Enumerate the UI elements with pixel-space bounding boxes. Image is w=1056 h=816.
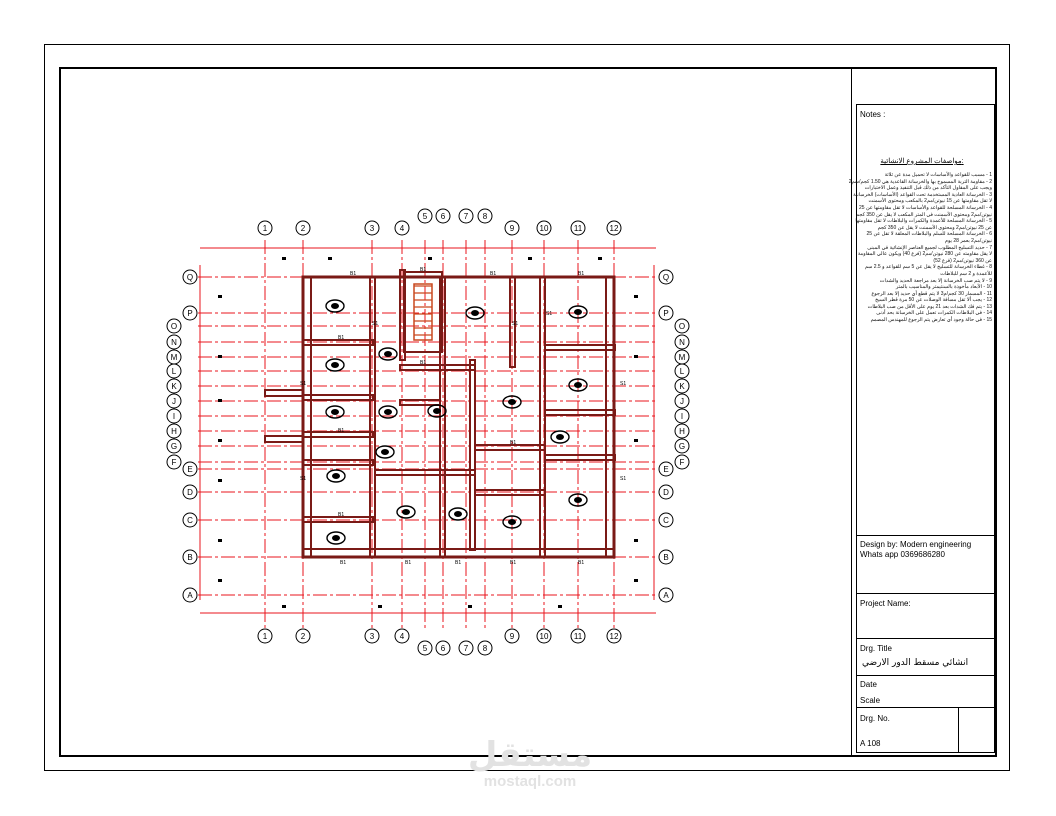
spec-item: لا يقل مقاومته عن 280 نيوتن/مم2 (فرع 40) ويكون عالي المقاومة — [857, 251, 992, 258]
grid-label-row: G — [170, 442, 178, 451]
beam-label: B1 — [338, 512, 345, 518]
grid-label-row: E — [187, 465, 193, 474]
grid-label-col: 4 — [399, 224, 405, 233]
slab-tag-dot — [454, 511, 462, 517]
spec-list — [848, 172, 992, 324]
slab-tag-dot — [508, 399, 516, 405]
project-name-label: Project Name: — [860, 599, 911, 608]
spec-item: 12 - يجب ألا تقل مسافة الوصلات عن 50 مرة قطر السيخ — [875, 297, 992, 304]
slab-tag-dot — [508, 519, 516, 525]
spec-item: 9 - لا يتم صب الخرسانة إلا بعد مراجعة الحديد والشدات — [879, 277, 992, 284]
date-label: Date — [860, 680, 877, 689]
wall-label: S1 — [546, 311, 553, 317]
wall-segment — [400, 400, 440, 405]
column-mark — [634, 355, 638, 358]
slab-tag-dot — [574, 309, 582, 315]
spec-item: 14 - في البلاطات الكمرات تعمل على الخرسانة بحد أدنى — [876, 310, 992, 317]
grid-label-col: 1 — [262, 224, 268, 233]
column-mark — [218, 355, 222, 358]
grid-label-row: F — [171, 458, 177, 467]
grid-label-col: 8 — [482, 212, 488, 221]
slab-tag-dot — [332, 473, 340, 479]
grid-label-row: P — [663, 309, 669, 318]
spec-item: عن 25 نيوتن/مم2 ومحتوى الأسمنت لا يقل عن 350 كجم — [877, 224, 992, 231]
column-mark — [528, 257, 532, 260]
structural-plan — [150, 200, 710, 660]
spec-item: 7 - حديد التسليح المطلوب لجميع العناصر الإنشائية في المبنى — [867, 244, 992, 251]
grid-label-col: 8 — [482, 644, 488, 653]
grid-label-row: O — [678, 322, 686, 331]
grid-label-row: F — [679, 458, 685, 467]
grid-label-row: J — [680, 397, 684, 406]
drg-title-label: Drg. Title — [860, 644, 893, 653]
spec-item: لا تقل مقاومتها عن 15 نيوتن/مم2 بالمكعب ومحتوى الأسمنت — [868, 198, 992, 205]
beam-label: B1 — [420, 360, 427, 366]
column-mark — [634, 439, 638, 442]
beam-label: B1 — [578, 271, 585, 277]
column-mark — [282, 605, 286, 608]
grid-label-col: 10 — [539, 224, 549, 233]
slab-tag-dot — [332, 535, 340, 541]
column-mark — [598, 257, 602, 260]
wall-segment — [303, 395, 373, 400]
spec-item: 10 - الأبعاد مأخوذة بالسنتيمتر والمناسيب بالمتر — [895, 284, 992, 291]
wall-label: S1 — [372, 321, 379, 327]
spec-item: 13 - يتم فك الشدات بعد 21 يوم على الأقل من صب البلاطات — [867, 303, 992, 310]
grid-label-col: 3 — [369, 632, 375, 641]
grid-label-row: C — [187, 516, 193, 525]
grid-label-row: L — [171, 367, 177, 376]
slab-tag-dot — [331, 362, 339, 368]
column-mark — [634, 295, 638, 298]
beam-label: B1 — [455, 560, 462, 566]
spec-item: عن 360 نيوتن/مم2 (فرع 52) — [933, 257, 992, 264]
spec-item: ويجب على المقاول التأكد من ذلك قبل التنفيذ وعمل الاختبارات — [864, 185, 992, 192]
grid-label-col: 2 — [300, 224, 306, 233]
wall-segment — [265, 390, 303, 396]
column-mark — [558, 605, 562, 608]
grid-label-col: 10 — [539, 632, 549, 641]
slab-tag-dot — [471, 310, 479, 316]
slab-tag-dot — [331, 409, 339, 415]
grid-label-row: Q — [662, 273, 670, 282]
column-mark — [218, 399, 222, 402]
grid-label-col: 2 — [300, 632, 306, 641]
watermark-arabic: مستقل — [467, 735, 593, 775]
grid-label-row: M — [678, 353, 686, 362]
spec-item: نيوتن/مم2 ومحتوى الأسمنت في المتر المكعب لا يقل عن 350 كجم — [856, 211, 992, 218]
grid-label-col: 7 — [463, 212, 469, 221]
column-mark — [634, 579, 638, 582]
grid-label-row: I — [172, 412, 176, 421]
grid-label-row: K — [679, 382, 685, 391]
slab-tag-dot — [402, 509, 410, 515]
beam-label: B1 — [510, 560, 517, 566]
slab-tag-dot — [331, 303, 339, 309]
slab-tag-dot — [384, 409, 392, 415]
grid-label-row: A — [663, 591, 669, 600]
wall-segment — [545, 345, 615, 350]
spec-item: 8 - غطاء الخرسانة للتسليح لا يقل عن 5 سم للقواعد و 2.5 سم — [864, 264, 992, 271]
grid-label-row: I — [680, 412, 684, 421]
slab-tag-dot — [556, 434, 564, 440]
grid-label-col: 11 — [573, 632, 583, 641]
beam-label: B1 — [350, 271, 357, 277]
grid-label-row: M — [170, 353, 178, 362]
spec-item: 1 - مسبب للقواعد والأساسات لا تحميل مدة عن ثلاثة — [884, 172, 992, 178]
grid-label-row: L — [679, 367, 685, 376]
grid-label-col: 5 — [422, 212, 428, 221]
grid-label-col: 6 — [440, 644, 446, 653]
scale-label: Scale — [860, 696, 881, 705]
column-mark — [218, 579, 222, 582]
grid-label-col: 1 — [262, 632, 268, 641]
column-mark — [328, 257, 332, 260]
grid-label-row: G — [678, 442, 686, 451]
grid-label-row: H — [679, 427, 685, 436]
grid-label-row: B — [187, 553, 193, 562]
grid-label-row: C — [663, 516, 669, 525]
whatsapp: Whats app 0369686280 — [860, 550, 945, 559]
slab-tag-dot — [574, 497, 582, 503]
watermark — [460, 735, 600, 790]
grid-label-row: Q — [186, 273, 194, 282]
grid-label-col: 4 — [399, 632, 405, 641]
drg-no-label: Drg. No. — [860, 714, 890, 723]
spec-item: نيوتن/مم2 بعمر 28 يوم — [944, 237, 992, 244]
wall-segment — [545, 410, 615, 415]
column-mark — [218, 295, 222, 298]
grid-label-row: A — [187, 591, 193, 600]
beam-label: B1 — [510, 440, 517, 446]
grid-label-col: 9 — [509, 632, 515, 641]
grid-label-row: K — [171, 382, 177, 391]
grid-label-col: 12 — [609, 224, 619, 233]
column-mark — [468, 605, 472, 608]
grid-label-row: E — [663, 465, 669, 474]
grid-label-row: N — [679, 338, 685, 347]
grid-label-row: J — [172, 397, 176, 406]
watermark-latin: mostaql.com — [483, 773, 577, 790]
grid-label-row: H — [171, 427, 177, 436]
drg-title-value: انشائي مسقط الدور الارضي — [862, 658, 969, 668]
beam-label: B1 — [338, 428, 345, 434]
beam-label: B1 — [420, 267, 427, 273]
grid-label-col: 5 — [422, 644, 428, 653]
spec-item: 11 - المسمار 30 كجم/م3 لا يتم قطع أي حديد إلا بعد الرجوع — [871, 290, 992, 297]
grid-label-row: D — [187, 488, 193, 497]
spec-item: 5 - الخرسانة المسلحة للأعمدة والكمرات والبلاطات لا تقل مقاومتها — [855, 218, 992, 225]
spec-item: 4 - الخرسانة المسلحة للقواعد والأساسات لا تقل مقاومتها عن 25 — [859, 204, 992, 211]
beam-label: B1 — [338, 335, 345, 341]
wall-segment — [470, 360, 475, 550]
grid-label-col: 3 — [369, 224, 375, 233]
drg-no-divider — [958, 707, 959, 753]
design-by: Design by: Modern engineering — [860, 540, 972, 549]
notes-label: Notes : — [860, 110, 886, 119]
beam-label: B1 — [405, 560, 412, 566]
column-mark — [428, 257, 432, 260]
column-mark — [218, 539, 222, 542]
spec-item: 3 - الخرسانة العادية المستخدمة تحت القواعد (الأساسات) الخرسانية — [853, 191, 992, 198]
grid-label-col: 11 — [573, 224, 583, 233]
drg-no-value: A 108 — [860, 739, 881, 748]
stair-flight — [414, 284, 432, 340]
slab-tag-dot — [384, 351, 392, 357]
column-mark — [218, 479, 222, 482]
spec-item: 2 - مقاومة التربة المسموح بها والخرسانة القاعدية هي 1.50 كجم/سم2 — [848, 178, 992, 185]
wall-label: S1 — [512, 321, 519, 327]
spec-item: 6 - الخرسانة المسلحة للسلم والبلاطات المعلقة لا تقل عن 25 — [866, 231, 992, 238]
grid-label-col: 12 — [609, 632, 619, 641]
column-mark — [282, 257, 286, 260]
grid-label-row: D — [663, 488, 669, 497]
column-mark — [634, 539, 638, 542]
grid-label-col: 9 — [509, 224, 515, 233]
wall-label: S1 — [620, 381, 627, 387]
grid-label-row: B — [663, 553, 669, 562]
grid-label-row: O — [170, 322, 178, 331]
wall-label: S1 — [300, 381, 307, 387]
grid-label-row: N — [171, 338, 177, 347]
spec-item: 15 - في حالة وجود أي تعارض يتم الرجوع للمهندس المصمم — [870, 317, 992, 324]
wall-segment — [400, 365, 475, 370]
spec-item: للأعمدة و 2 سم للبلاطات — [940, 270, 992, 277]
wall-segment — [540, 277, 545, 557]
column-mark — [218, 439, 222, 442]
slab-tag-dot — [381, 449, 389, 455]
spec-title: مواصفات المشروع الانشائية: — [880, 158, 964, 165]
beam-label: B1 — [578, 560, 585, 566]
grid-label-row: P — [187, 309, 193, 318]
grid-label-col: 6 — [440, 212, 446, 221]
column-mark — [378, 605, 382, 608]
grid-label-col: 7 — [463, 644, 469, 653]
slab-tag-dot — [433, 408, 441, 414]
beam-label: B1 — [340, 560, 347, 566]
beam-label: B1 — [490, 271, 497, 277]
slab-tag-dot — [574, 382, 582, 388]
wall-segment — [545, 455, 615, 460]
wall-label: S1 — [620, 476, 627, 482]
wall-label: S1 — [300, 476, 307, 482]
wall-segment — [265, 436, 303, 442]
